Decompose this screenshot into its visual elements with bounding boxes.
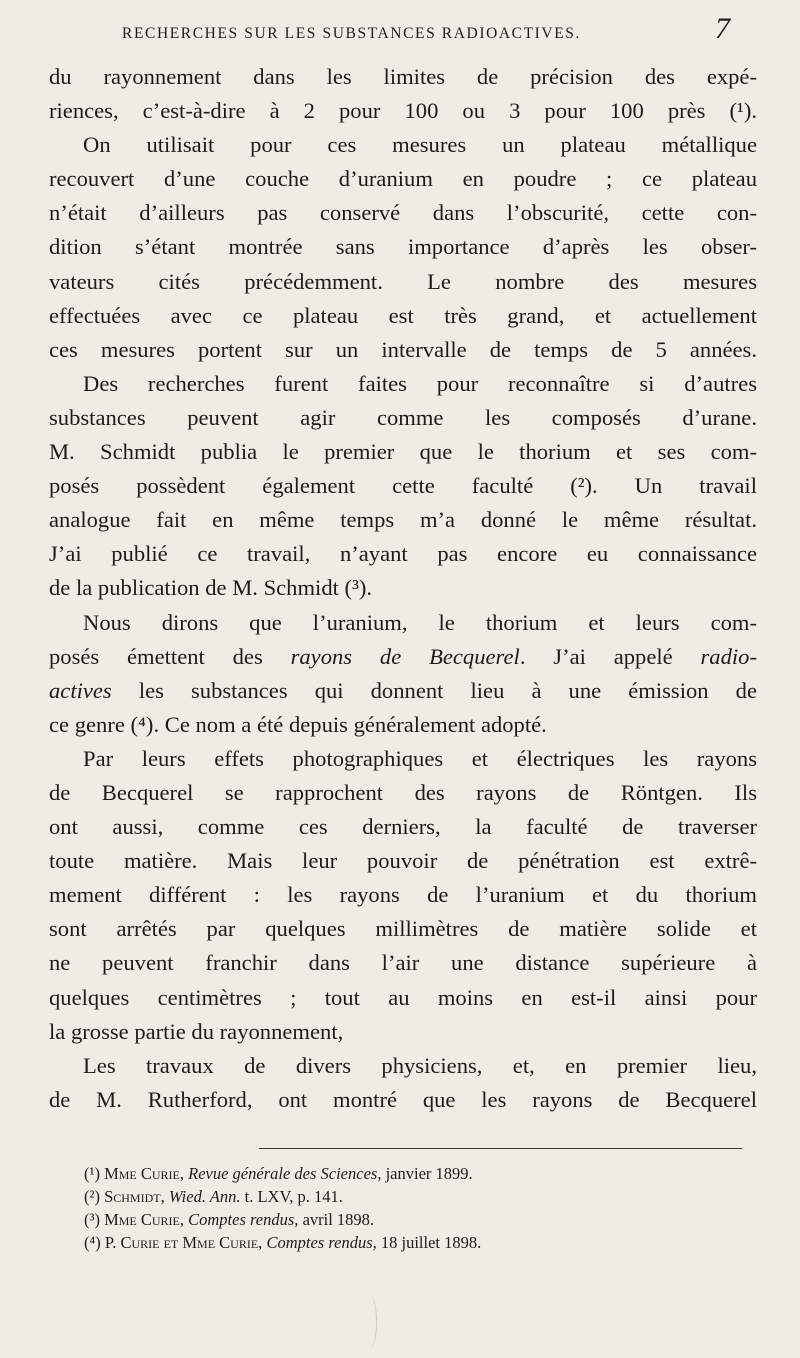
text-line: posés possèdent également cette faculté (²). Un travail <box>49 473 757 499</box>
text-line: recouvert d’une couche d’uranium en poudre ; ce plateau <box>49 166 757 192</box>
running-head: RECHERCHES SUR LES SUBSTANCES RADIOACTIVES. <box>122 25 581 42</box>
main-text <box>49 60 757 1117</box>
text-line: M. Schmidt publia le premier que le thorium et ses com- <box>49 439 757 465</box>
paragraph <box>49 606 757 742</box>
text-line: sont arrêtés par quelques millimètres de matière solide et <box>49 916 757 942</box>
text-line: quelques centimètres ; tout au moins en est-il ainsi pour <box>49 984 757 1010</box>
footnote-author: Mme Curie, <box>104 1210 184 1229</box>
text-line: substances peuvent agir comme les composés d’urane. <box>49 404 757 430</box>
text-line: analogue fait en même temps m’a donné le même résultat. <box>49 507 757 533</box>
footnote-title: Wied. Ann. <box>168 1187 241 1206</box>
italic-term: rayons de Becquerel <box>290 643 520 669</box>
text-line: de M. Rutherford, ont montré que les rayons de Becquerel <box>49 1086 757 1112</box>
footnote <box>84 1185 764 1208</box>
page-header <box>122 14 730 48</box>
text-line: riences, c’est-à-dire à 2 pour 100 ou 3 pour 100 près (¹). <box>49 98 757 124</box>
footnotes <box>84 1162 764 1254</box>
text-line: Par leurs effets photographiques et électriques les rayons <box>83 745 757 771</box>
footnote-details: 18 juillet 1898. <box>380 1233 482 1252</box>
binding-mark <box>364 1296 377 1348</box>
paragraph <box>49 1049 757 1117</box>
page-number: 7 <box>715 12 730 45</box>
text-line: vateurs cités précédemment. Le nombre des mesures <box>49 268 757 294</box>
footnote <box>84 1231 764 1254</box>
footnote-details: avril 1898. <box>302 1210 375 1229</box>
footnote-author: Mme Curie, <box>104 1164 184 1183</box>
footnote-details: janvier 1899. <box>385 1164 473 1183</box>
text-line <box>49 640 757 674</box>
text-fragment: posés émettent des <box>49 643 263 669</box>
italic-term: radio- <box>700 643 757 669</box>
footnote-title: Revue générale des Sciences, <box>188 1164 382 1183</box>
paragraph <box>49 742 757 1049</box>
text-fragment: . J’ai appelé <box>519 643 673 669</box>
footnote-mark: (⁴) <box>84 1233 101 1252</box>
footnote-details: t. LXV, p. 141. <box>244 1187 343 1206</box>
text-line: ce genre (⁴). Ce nom a été depuis généralement adopté. <box>49 711 547 737</box>
text-line: J’ai publié ce travail, n’ayant pas encore eu connaissance <box>49 541 757 567</box>
text-line: Des recherches furent faites pour reconnaître si d’autres <box>83 370 757 396</box>
footnote-author: P. Curie et Mme Curie, <box>104 1233 263 1252</box>
text-line: On utilisait pour ces mesures un plateau métallique <box>83 132 757 158</box>
footnote-divider <box>259 1148 742 1149</box>
footnote-mark: (²) <box>84 1187 100 1206</box>
text-line <box>49 674 757 708</box>
text-line: ne peuvent franchir dans l’air une distance supérieure à <box>49 950 757 976</box>
footnote-author: Schmidt, <box>104 1187 165 1206</box>
text-line: effectuées avec ce plateau est très grand, et actuellement <box>49 302 757 328</box>
text-line: toute matière. Mais leur pouvoir de pénétration est extrê- <box>49 848 757 874</box>
italic-term: actives <box>49 677 112 703</box>
text-line: n’était d’ailleurs pas conservé dans l’obscurité, cette con- <box>49 200 757 226</box>
text-line: Les travaux de divers physiciens, et, en premier lieu, <box>83 1052 757 1078</box>
text-line: ces mesures portent sur un intervalle de temps de 5 années. <box>49 336 757 362</box>
text-line: de Becquerel se rapprochent des rayons de Röntgen. Ils <box>49 779 757 805</box>
text-line: du rayonnement dans les limites de précision des expé- <box>49 64 757 89</box>
footnote-title: Comptes rendus, <box>266 1233 377 1252</box>
footnote-mark: (³) <box>84 1210 100 1229</box>
text-line: mement différent : les rayons de l’uranium et du thorium <box>49 882 757 908</box>
footnote-mark: (¹) <box>84 1164 100 1183</box>
text-line: la grosse partie du rayonnement, <box>49 1018 344 1044</box>
text-fragment: les substances qui donnent lieu à une émission de <box>138 677 757 703</box>
footnote <box>84 1208 764 1231</box>
text-line: de la publication de M. Schmidt (³). <box>49 575 373 601</box>
text-line: ont aussi, comme ces derniers, la faculté de traverser <box>49 814 757 840</box>
paragraph <box>49 367 757 606</box>
paragraph <box>49 60 757 367</box>
footnote-title: Comptes rendus, <box>188 1210 299 1229</box>
text-line: Nous dirons que l’uranium, le thorium et leurs com- <box>83 609 757 635</box>
text-line: dition s’étant montrée sans importance d’après les obser- <box>49 234 757 260</box>
footnote <box>84 1162 764 1185</box>
